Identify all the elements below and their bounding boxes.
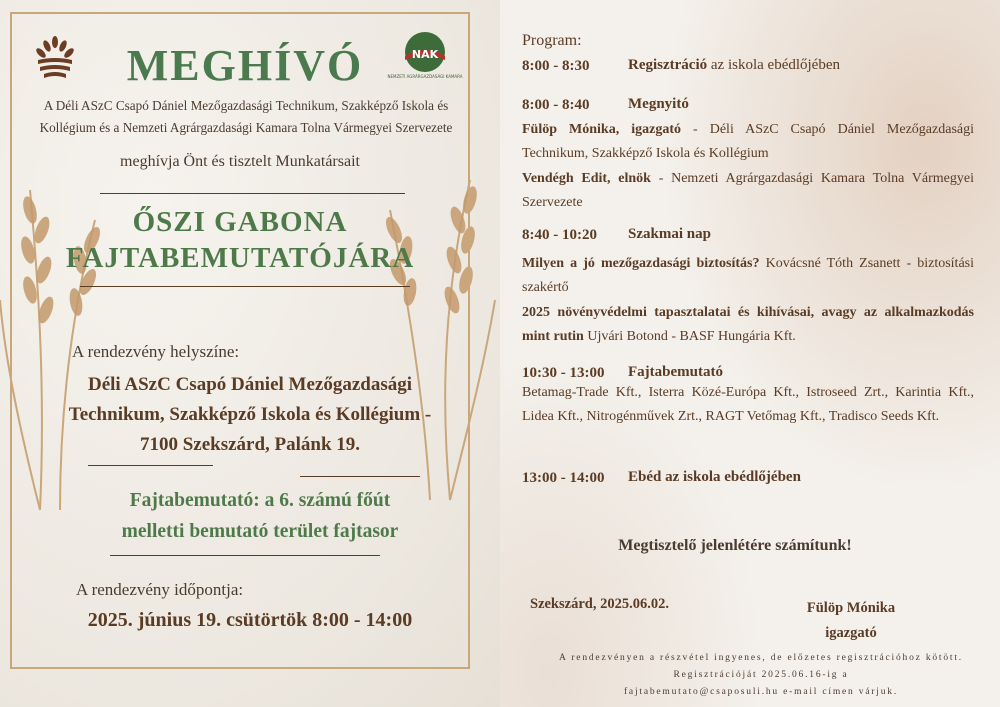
- demo-location: [60, 485, 460, 547]
- program-title-bold: Regisztráció: [628, 57, 708, 73]
- program-title: Szakmai nap: [628, 226, 711, 242]
- divider: [110, 555, 380, 556]
- demo-location-line-1: Fajtabemutató: a 6. számú főút: [129, 490, 391, 511]
- signer-name: Fülöp Mónika: [806, 600, 896, 616]
- talk-title: Milyen a jó mezőgazdasági biztosítás?: [522, 256, 760, 271]
- divider: [100, 193, 405, 194]
- signature-block: [776, 596, 926, 646]
- program-time: 8:00 - 8:30: [522, 58, 590, 74]
- registration-note-line-2: Regisztrációját 2025.06.16-ig a: [673, 670, 849, 680]
- event-date: 2025. június 19. csütörtök 8:00 - 14:00: [87, 609, 413, 631]
- program-time: 8:40 - 10:20: [522, 227, 597, 243]
- program-title: Megnyitó: [628, 96, 689, 112]
- registration-note-line-1: A rendezvényen a részvétel ingyenes, de előzetes regisztrációhoz kötött.: [559, 653, 963, 663]
- organizer-line: A Déli ASzC Csapó Dániel Mezőgazdasági Technikum, Szakképző Iskola és Kollégium és a Nemzeti Agrárgazdasági Kamara Tolna Vármegyei Szervezete: [39, 98, 453, 135]
- speaker-affiliation: - Nemzeti Agrárgazdasági Kamara Tolna Vármegyei Szervezete: [522, 171, 974, 210]
- program-time: 13:00 - 14:00: [522, 470, 605, 486]
- divider: [88, 465, 213, 466]
- venue-label: A rendezvény helyszíne:: [72, 342, 240, 361]
- talk-speaker: Kovácsné Tóth Zsanett - biztosítási szakértő: [522, 256, 975, 295]
- venue-line-3: 7100 Szekszárd, Palánk 19.: [139, 434, 361, 455]
- divider: [300, 476, 420, 477]
- date-label: A rendezvény időpontja:: [76, 580, 244, 599]
- place-date: Szekszárd, 2025.06.02.: [530, 596, 669, 612]
- talk-1: [522, 252, 974, 300]
- registration-email[interactable]: fajtabemutato@csaposuli.hu e-mail címen várjuk.: [623, 687, 899, 697]
- talk-title: 2025 növényvédelmi tapasztalatai és kihívásai, avagy az alkalmazkodás mint rutin: [522, 305, 974, 344]
- divider: [80, 286, 410, 287]
- exhibitor-list: Betamag-Trade Kft., Isterra Közé-Európa Kft., Istroseed Zrt., Karintia Kft., Lidea Kft., Nitrogénművek Zrt., RAGT Vetőmag Kft., Tradisco Seeds Kft.: [522, 385, 974, 424]
- program-label: Program:: [522, 32, 582, 49]
- venue-line-2: Technikum, Szakképző Iskola és Kollégium -: [68, 404, 432, 425]
- event-title: [30, 204, 450, 276]
- program-title: [628, 57, 840, 74]
- speaker-name: Fülöp Mónika, igazgató: [522, 122, 682, 137]
- event-title-line-2: FAJTABEMUTATÓJÁRA: [65, 242, 415, 274]
- program-title: Fajtabemutató: [628, 364, 723, 380]
- registration-note: [530, 650, 992, 701]
- speaker-affiliation: - Déli ASzC Csapó Dániel Mezőgazdasági Technikum, Szakképző Iskola és Kollégium: [522, 122, 974, 161]
- program-title-rest: az iskola ebédlőjében: [707, 57, 841, 73]
- venue-line-1: Déli ASzC Csapó Dániel Mezőgazdasági: [87, 374, 413, 395]
- program-title: Ebéd az iskola ebédlőjében: [628, 469, 801, 485]
- event-title-line-1: ŐSZI GABONA: [132, 206, 348, 238]
- signer-title: igazgató: [825, 625, 877, 641]
- opening-speaker-2: [522, 167, 974, 215]
- program-time: 10:30 - 13:00: [522, 365, 605, 381]
- opening-speaker-1: [522, 118, 974, 166]
- nak-caption: NEMZETI AGRÁRGAZDASÁGI KAMARA: [387, 74, 463, 79]
- venue-text: [40, 370, 460, 460]
- closing-thanks: Megtisztelő jelenlétére számítunk!: [618, 537, 852, 554]
- speaker-name: Vendégh Edit, elnök: [522, 171, 651, 186]
- invitation-title: MEGHÍVÓ: [126, 41, 364, 90]
- program-time: 8:00 - 8:40: [522, 97, 590, 113]
- demo-location-line-2: melletti bemutató terület fajtasor: [121, 521, 399, 542]
- program-right-panel: [500, 0, 1000, 707]
- invite-line: meghívja Önt és tisztelt Munkatársait: [120, 153, 360, 170]
- nak-logo-text: NAK: [411, 48, 439, 61]
- talk-2: [522, 301, 974, 349]
- talk-speaker: Ujvári Botond - BASF Hungária Kft.: [583, 329, 796, 344]
